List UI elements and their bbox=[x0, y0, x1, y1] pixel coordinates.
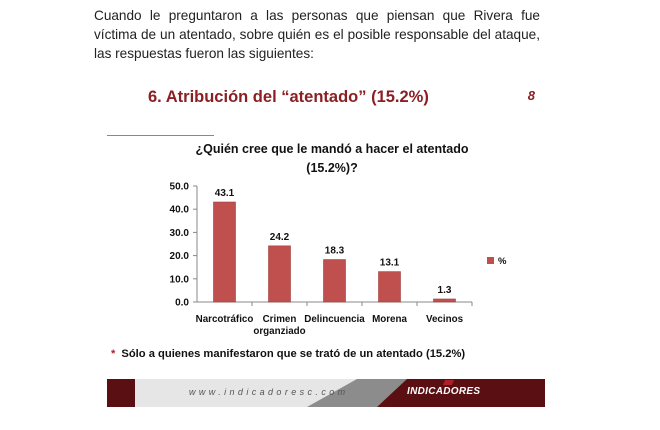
slide-page-number: 8 bbox=[527, 88, 535, 103]
y-tick-label: 10.0 bbox=[169, 274, 189, 286]
intro-paragraph: Cuando le preguntaron a las personas que piensan que Rivera fue víctima de un atentado, sobre quién es el posible responsable del ataque, las respuestas fueron las siguientes: bbox=[94, 8, 540, 61]
footnote-marker: * bbox=[111, 348, 116, 360]
bar bbox=[214, 202, 236, 302]
x-tick-label: Vecinos bbox=[425, 314, 464, 325]
y-tick-label: 20.0 bbox=[169, 251, 189, 263]
slide bbox=[107, 80, 545, 410]
chart-title-line-1: ¿Quién cree que le mandó a hacer el atentado bbox=[195, 142, 469, 156]
bar-chart bbox=[107, 80, 545, 348]
footer-logo: INDICADORES bbox=[407, 386, 481, 397]
footnote bbox=[111, 348, 465, 360]
y-tick-label: 0.0 bbox=[175, 297, 189, 309]
bar bbox=[379, 272, 401, 302]
footnote-text: Sólo a quienes manifestaron que se trató de un atentado (15.2%) bbox=[121, 348, 466, 360]
data-label: 1.3 bbox=[437, 284, 452, 296]
bar bbox=[434, 299, 456, 302]
legend-label: % bbox=[498, 256, 507, 267]
chart-title-line-2: (15.2%)? bbox=[306, 161, 358, 175]
footer-url: www.indicadoresc.com bbox=[189, 387, 349, 397]
data-label: 13.1 bbox=[379, 257, 400, 269]
x-tick-label: Narcotráfico bbox=[195, 314, 254, 325]
legend-swatch bbox=[487, 257, 494, 264]
x-tick-label: Crimen bbox=[262, 314, 297, 325]
bar bbox=[269, 246, 291, 302]
x-tick-label: Delincuencia bbox=[304, 314, 365, 325]
bar bbox=[324, 260, 346, 302]
y-tick-label: 40.0 bbox=[169, 204, 189, 216]
x-tick-label: organziado bbox=[253, 326, 306, 337]
x-tick-label: Morena bbox=[372, 314, 407, 325]
slide-footer bbox=[107, 379, 545, 407]
slide-title: 6. Atribución del “atentado” (15.2%) bbox=[148, 88, 429, 106]
y-tick-label: 30.0 bbox=[169, 227, 189, 239]
y-tick-label: 50.0 bbox=[169, 181, 189, 193]
data-label: 18.3 bbox=[324, 245, 345, 257]
data-label: 24.2 bbox=[269, 231, 290, 243]
data-label: 43.1 bbox=[214, 188, 235, 200]
